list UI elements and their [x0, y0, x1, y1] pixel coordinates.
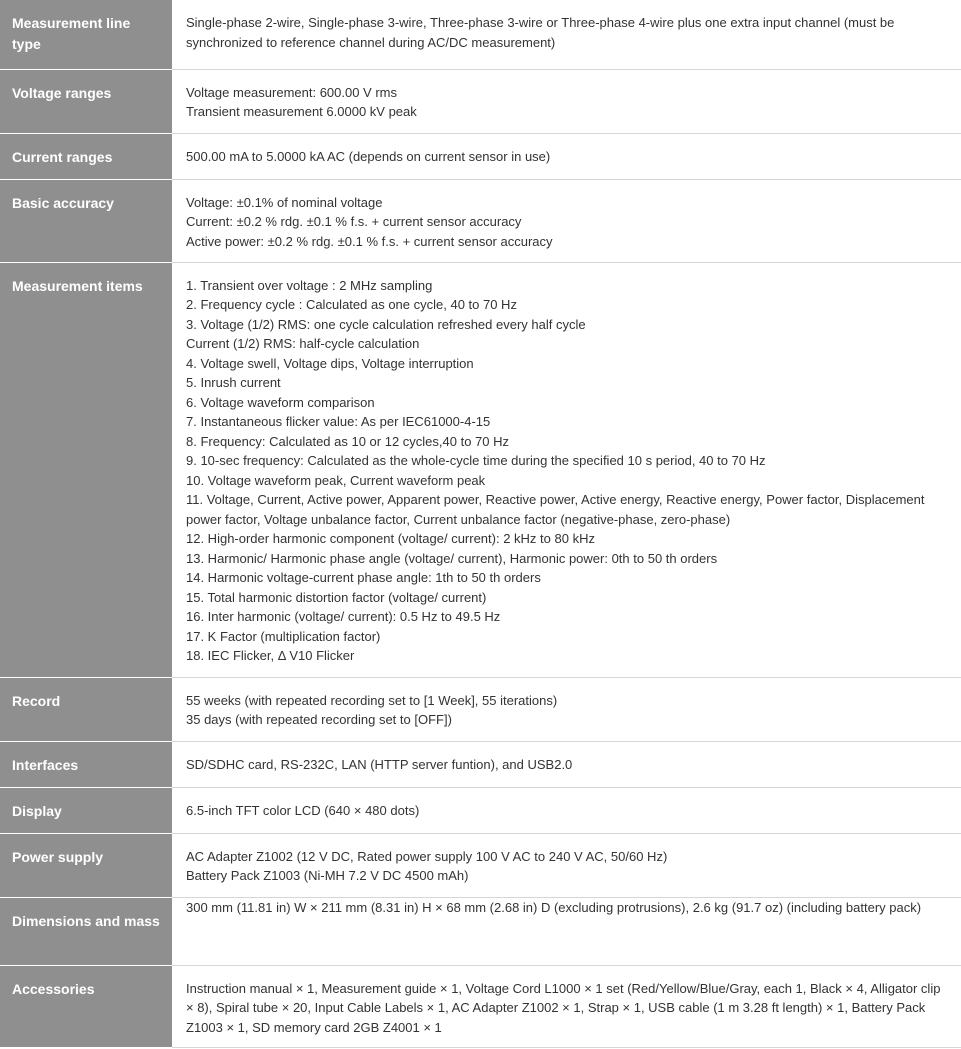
spec-row-power-supply [0, 833, 961, 897]
row-value [172, 833, 961, 897]
value-line: Transient measurement 6.0000 kV peak [186, 104, 417, 119]
row-value [172, 0, 961, 69]
spec-row-voltage-ranges [0, 69, 961, 133]
spec-row-basic-accuracy [0, 179, 961, 262]
row-value [172, 897, 961, 965]
value-line: 18. IEC Flicker, Δ V10 Flicker [186, 648, 355, 663]
value-line: 5. Inrush current [186, 375, 281, 390]
value-line: Single-phase 2-wire, Single-phase 3-wire, Three-phase 3-wire or Three-phase 4-wire plus one extra input channel (must be synchronized to reference channel during AC/DC measurement) [186, 15, 895, 50]
row-label: Current ranges [0, 133, 172, 179]
row-label: Measurement line type [0, 0, 172, 69]
value-line: Current: ±0.2 % rdg. ±0.1 % f.s. + current sensor accuracy [186, 214, 522, 229]
row-value [172, 787, 961, 833]
value-line: 6. Voltage waveform comparison [186, 394, 375, 410]
row-value [172, 965, 961, 1047]
row-label: Basic accuracy [0, 179, 172, 262]
value-line: 4. Voltage swell, Voltage dips, Voltage interruption [186, 355, 474, 371]
value-line: 55 weeks (with repeated recording set to [1 Week], 55 iterations) [186, 692, 558, 708]
row-label: Record [0, 677, 172, 741]
value-line: 6.5-inch TFT color LCD (640 × 480 dots) [186, 802, 420, 818]
row-label: Interfaces [0, 741, 172, 787]
value-line: 7. Instantaneous flicker value: As per IEC61000-4-15 [186, 414, 491, 429]
spec-row-current-ranges [0, 133, 961, 179]
row-value [172, 677, 961, 741]
row-value [172, 133, 961, 179]
spec-row-record [0, 677, 961, 741]
row-label: Measurement items [0, 262, 172, 677]
spec-row-interfaces [0, 741, 961, 787]
value-line: 2. Frequency cycle : Calculated as one cycle, 40 to 70 Hz [186, 297, 517, 312]
value-line: Current (1/2) RMS: half-cycle calculation [186, 336, 420, 351]
spec-row-dimensions-and-mass [0, 897, 961, 965]
row-label: Display [0, 787, 172, 833]
value-line: 35 days (with repeated recording set to [OFF]) [186, 712, 452, 727]
value-line: Instruction manual × 1, Measurement guide × 1, Voltage Cord L1000 × 1 set (Red/Yellow/Blue/Gray, each 1, Black × 4, Alligator clip × 8), Spiral tube × 20, Input Cable Labels × 1, AC Adapter Z1002 × 1, Strap × 1, USB cable (1 m 3.28 ft length) × 1, Battery Pack Z1003 × 1, SD memory card 2GB Z4001 × 1 [186, 980, 941, 1035]
value-line: 12. High-order harmonic component (voltage/ current): 2 kHz to 80 kHz [186, 531, 595, 546]
value-line: 1. Transient over voltage : 2 MHz sampling [186, 277, 433, 293]
value-line: SD/SDHC card, RS-232C, LAN (HTTP server funtion), and USB2.0 [186, 756, 573, 772]
row-value [172, 741, 961, 787]
spec-row-measurement-items [0, 262, 961, 677]
row-value [172, 179, 961, 262]
value-line: AC Adapter Z1002 (12 V DC, Rated power supply 100 V AC to 240 V AC, 50/60 Hz) [186, 848, 668, 864]
value-line: 300 mm (11.81 in) W × 211 mm (8.31 in) H × 68 mm (2.68 in) D (excluding protrusions), 2.6 kg (91.7 oz) (including battery pack) [186, 899, 922, 915]
value-line: 3. Voltage (1/2) RMS: one cycle calculation refreshed every half cycle [186, 316, 586, 332]
value-line: 10. Voltage waveform peak, Current waveform peak [186, 472, 486, 488]
row-value [172, 262, 961, 677]
value-line: Battery Pack Z1003 (Ni-MH 7.2 V DC 4500 mAh) [186, 868, 469, 883]
spec-row-accessories [0, 965, 961, 1047]
row-label: Accessories [0, 965, 172, 1047]
value-line: 17. K Factor (multiplication factor) [186, 628, 381, 644]
row-value [172, 69, 961, 133]
value-line: 500.00 mA to 5.0000 kA AC (depends on current sensor in use) [186, 148, 551, 164]
value-line: Voltage measurement: 600.00 V rms [186, 84, 398, 100]
value-line: 16. Inter harmonic (voltage/ current): 0.5 Hz to 49.5 Hz [186, 609, 501, 624]
row-label: Power supply [0, 833, 172, 897]
value-line: 15. Total harmonic distortion factor (voltage/ current) [186, 589, 487, 605]
value-line: 8. Frequency: Calculated as 10 or 12 cycles,40 to 70 Hz [186, 433, 510, 449]
value-line: 13. Harmonic/ Harmonic phase angle (voltage/ current), Harmonic power: 0th to 50 th orders [186, 550, 718, 566]
spec-row-measurement-line-type [0, 0, 961, 69]
value-line: Voltage: ±0.1% of nominal voltage [186, 194, 383, 210]
value-line: 14. Harmonic voltage-current phase angle: 1th to 50 th orders [186, 570, 541, 585]
spec-row-display [0, 787, 961, 833]
value-line: 9. 10-sec frequency: Calculated as the whole-cycle time during the specified 10 s period, 40 to 70 Hz [186, 453, 766, 468]
row-label: Voltage ranges [0, 69, 172, 133]
row-label: Dimensions and mass [0, 897, 172, 965]
value-line: Active power: ±0.2 % rdg. ±0.1 % f.s. + current sensor accuracy [186, 233, 553, 249]
value-line: 11. Voltage, Current, Active power, Apparent power, Reactive power, Active energy, Reactive energy, Power factor, Displacement power factor, Voltage unbalance factor, Current unbalance factor (negative-phase, zero-phase) [186, 492, 925, 527]
